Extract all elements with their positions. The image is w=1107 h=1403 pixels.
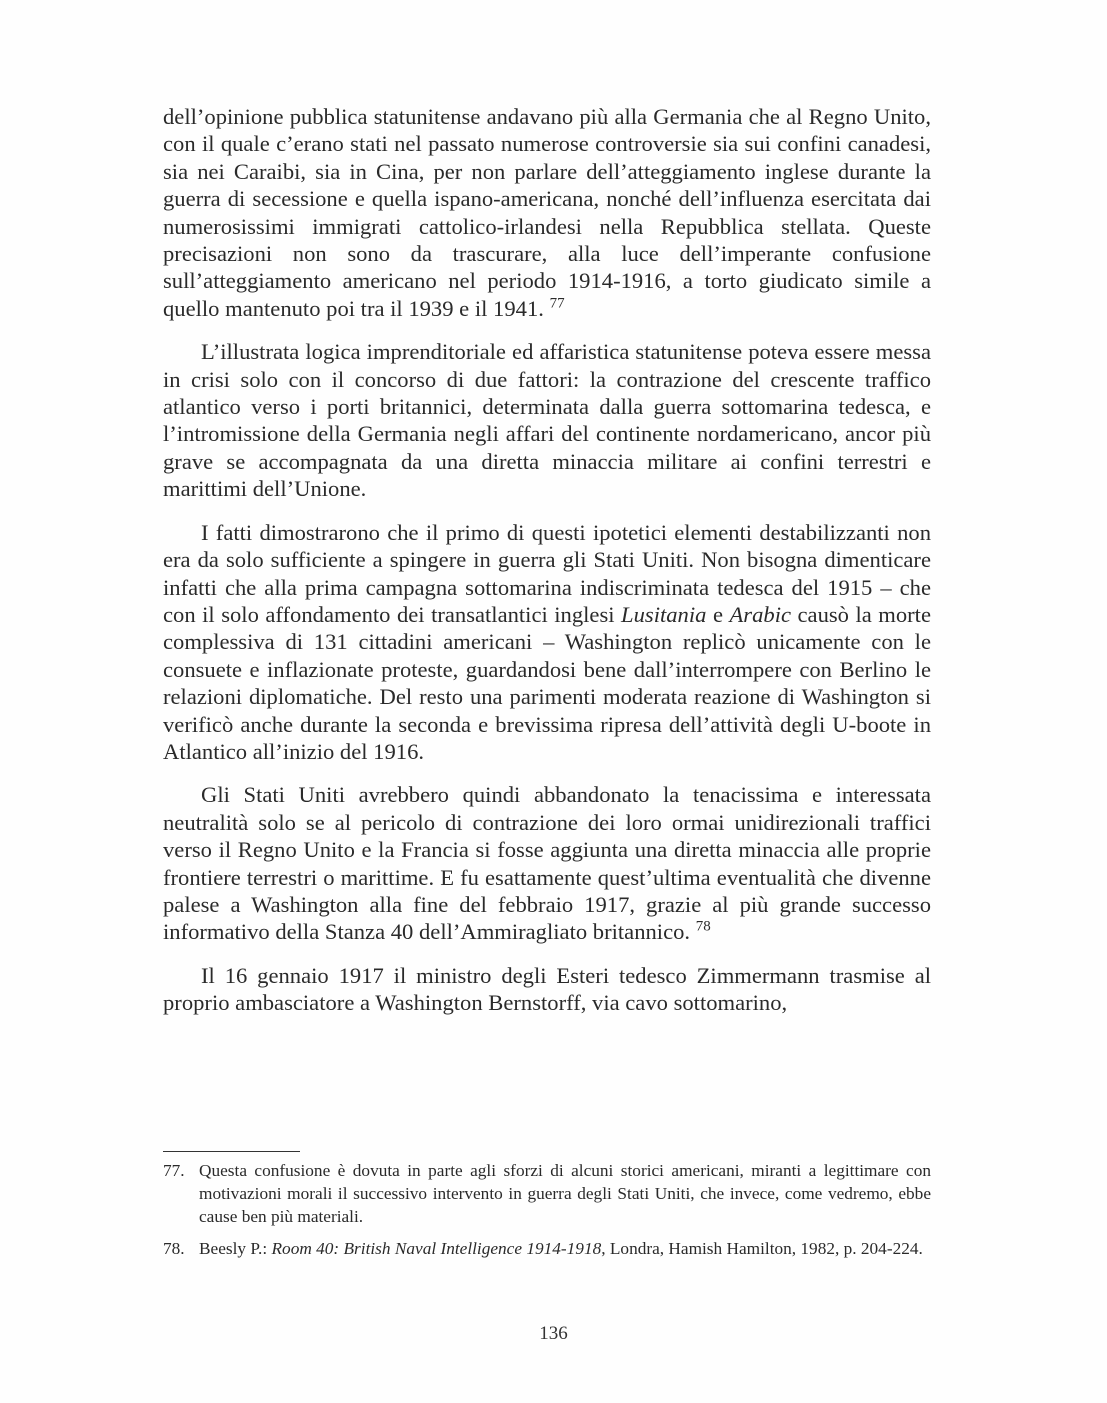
paragraph-4-text: Gli Stati Uniti avrebbero quindi abbandonato la tenacissima e interessata neutralità solo se al pericolo di contrazione dei loro ormai unidirezionali traffici verso il Regno Unito e la Francia si fosse aggiunta una diretta minaccia alle proprie frontiere terrestri o marittime. E fu esattamente quest’ultima eventualità che divenne palese a Washington alla fine del febbraio 1917, grazie al più grande successo informativo della Stanza 40 dell’Ammiragliato britannico. — [163, 782, 931, 945]
paragraph-2 — [163, 338, 931, 502]
paragraph-1 — [163, 103, 931, 322]
footnote-ref-77: 77 — [549, 295, 565, 312]
footnote-77 — [163, 1160, 931, 1228]
body-text — [163, 103, 931, 1033]
paragraph-3-text-a: I fatti dimostrarono che il primo di questi ipotetici elementi destabilizzanti non era da solo sufficiente a spingere in guerra gli Stati Uniti. Non bisogna dimenticare infatti che alla prima campagna sottomarina indiscriminata tedesca del 1915 – che con il solo affondamento dei transatlantici inglesi — [163, 519, 931, 627]
paragraph-3-text-b: e — [706, 601, 730, 627]
page-number: 136 — [539, 1323, 568, 1344]
ship-name-lusitania: Lusitania — [621, 601, 707, 627]
footnote-text-a: Beesly P.: — [199, 1239, 272, 1259]
footnote-text-b: , Londra, Hamish Hamilton, 1982, p. 204-224. — [601, 1239, 923, 1259]
paragraph-5-text: Il 16 gennaio 1917 il ministro degli Esteri tedesco Zimmermann trasmise al proprio ambasciatore a Washington Bernstorff, via cavo sottomarino, — [163, 962, 931, 1016]
paragraph-1-text: dell’opinione pubblica statunitense andavano più alla Germania che al Regno Unito, con il quale c’erano stati nel passato numerose controversie sia sui confini canadesi, sia nei Caraibi, sia in Cina, per non parlare dell’atteggiamento inglese durante la guerra di secessione e quella ispano-americana, nonché dell’influenza esercitata dai numerosissimi immigrati cattolico-irlandesi nella Repubblica stellata. Queste precisazioni non sono da trascurare, alla luce dell’imperante confusione sull’atteggiamento americano nel periodo 1914-1916, a torto giudicato simile a quello mantenuto poi tra il 1939 e il 1941. — [163, 104, 931, 321]
paragraph-4 — [163, 781, 931, 945]
footnote-number: 77. — [163, 1161, 185, 1180]
cited-book-title: Room 40: British Naval Intelligence 1914-1918 — [271, 1239, 602, 1259]
paragraph-5 — [163, 962, 931, 1017]
paragraph-3 — [163, 519, 931, 766]
paragraph-2-text: L’illustrata logica imprenditoriale ed affaristica statunitense poteva essere messa in crisi solo con il concorso di due fattori: la contrazione del crescente traffico atlantico verso i porti britannici, determinata dalla guerra sottomarina tedesca, e l’intromissione della Germania negli affari del continente nordamericano, ancor più grave se accompagnata da una diretta minaccia militare ai confini terrestri e marittimi dell’Unione. — [163, 339, 931, 502]
footnote-ref-78: 78 — [695, 918, 711, 935]
footnotes — [163, 1160, 931, 1271]
footnote-78 — [163, 1238, 931, 1261]
paragraph-3-text-c: causò la morte complessiva di 131 cittadini americani – Washington replicò unicamente con le consuete e inflazionate proteste, guardandosi bene dall’interrompere con Berlino le relazioni diplomatiche. Del resto una parimenti moderata reazione di Washington si verificò anche durante la seconda e brevissima ripresa dell’attività degli U-boote in Atlantico all’inizio del 1916. — [163, 601, 931, 764]
footnote-separator — [163, 1151, 300, 1152]
footnote-number: 78. — [163, 1239, 185, 1259]
footnote-text: Questa confusione è dovuta in parte agli sforzi di alcuni storici americani, miranti a legittimare con motivazioni morali il successivo intervento in guerra degli Stati Uniti, che invece, come vedremo, ebbe cause ben più materiali. — [199, 1161, 931, 1226]
ship-name-arabic: Arabic — [729, 601, 791, 627]
